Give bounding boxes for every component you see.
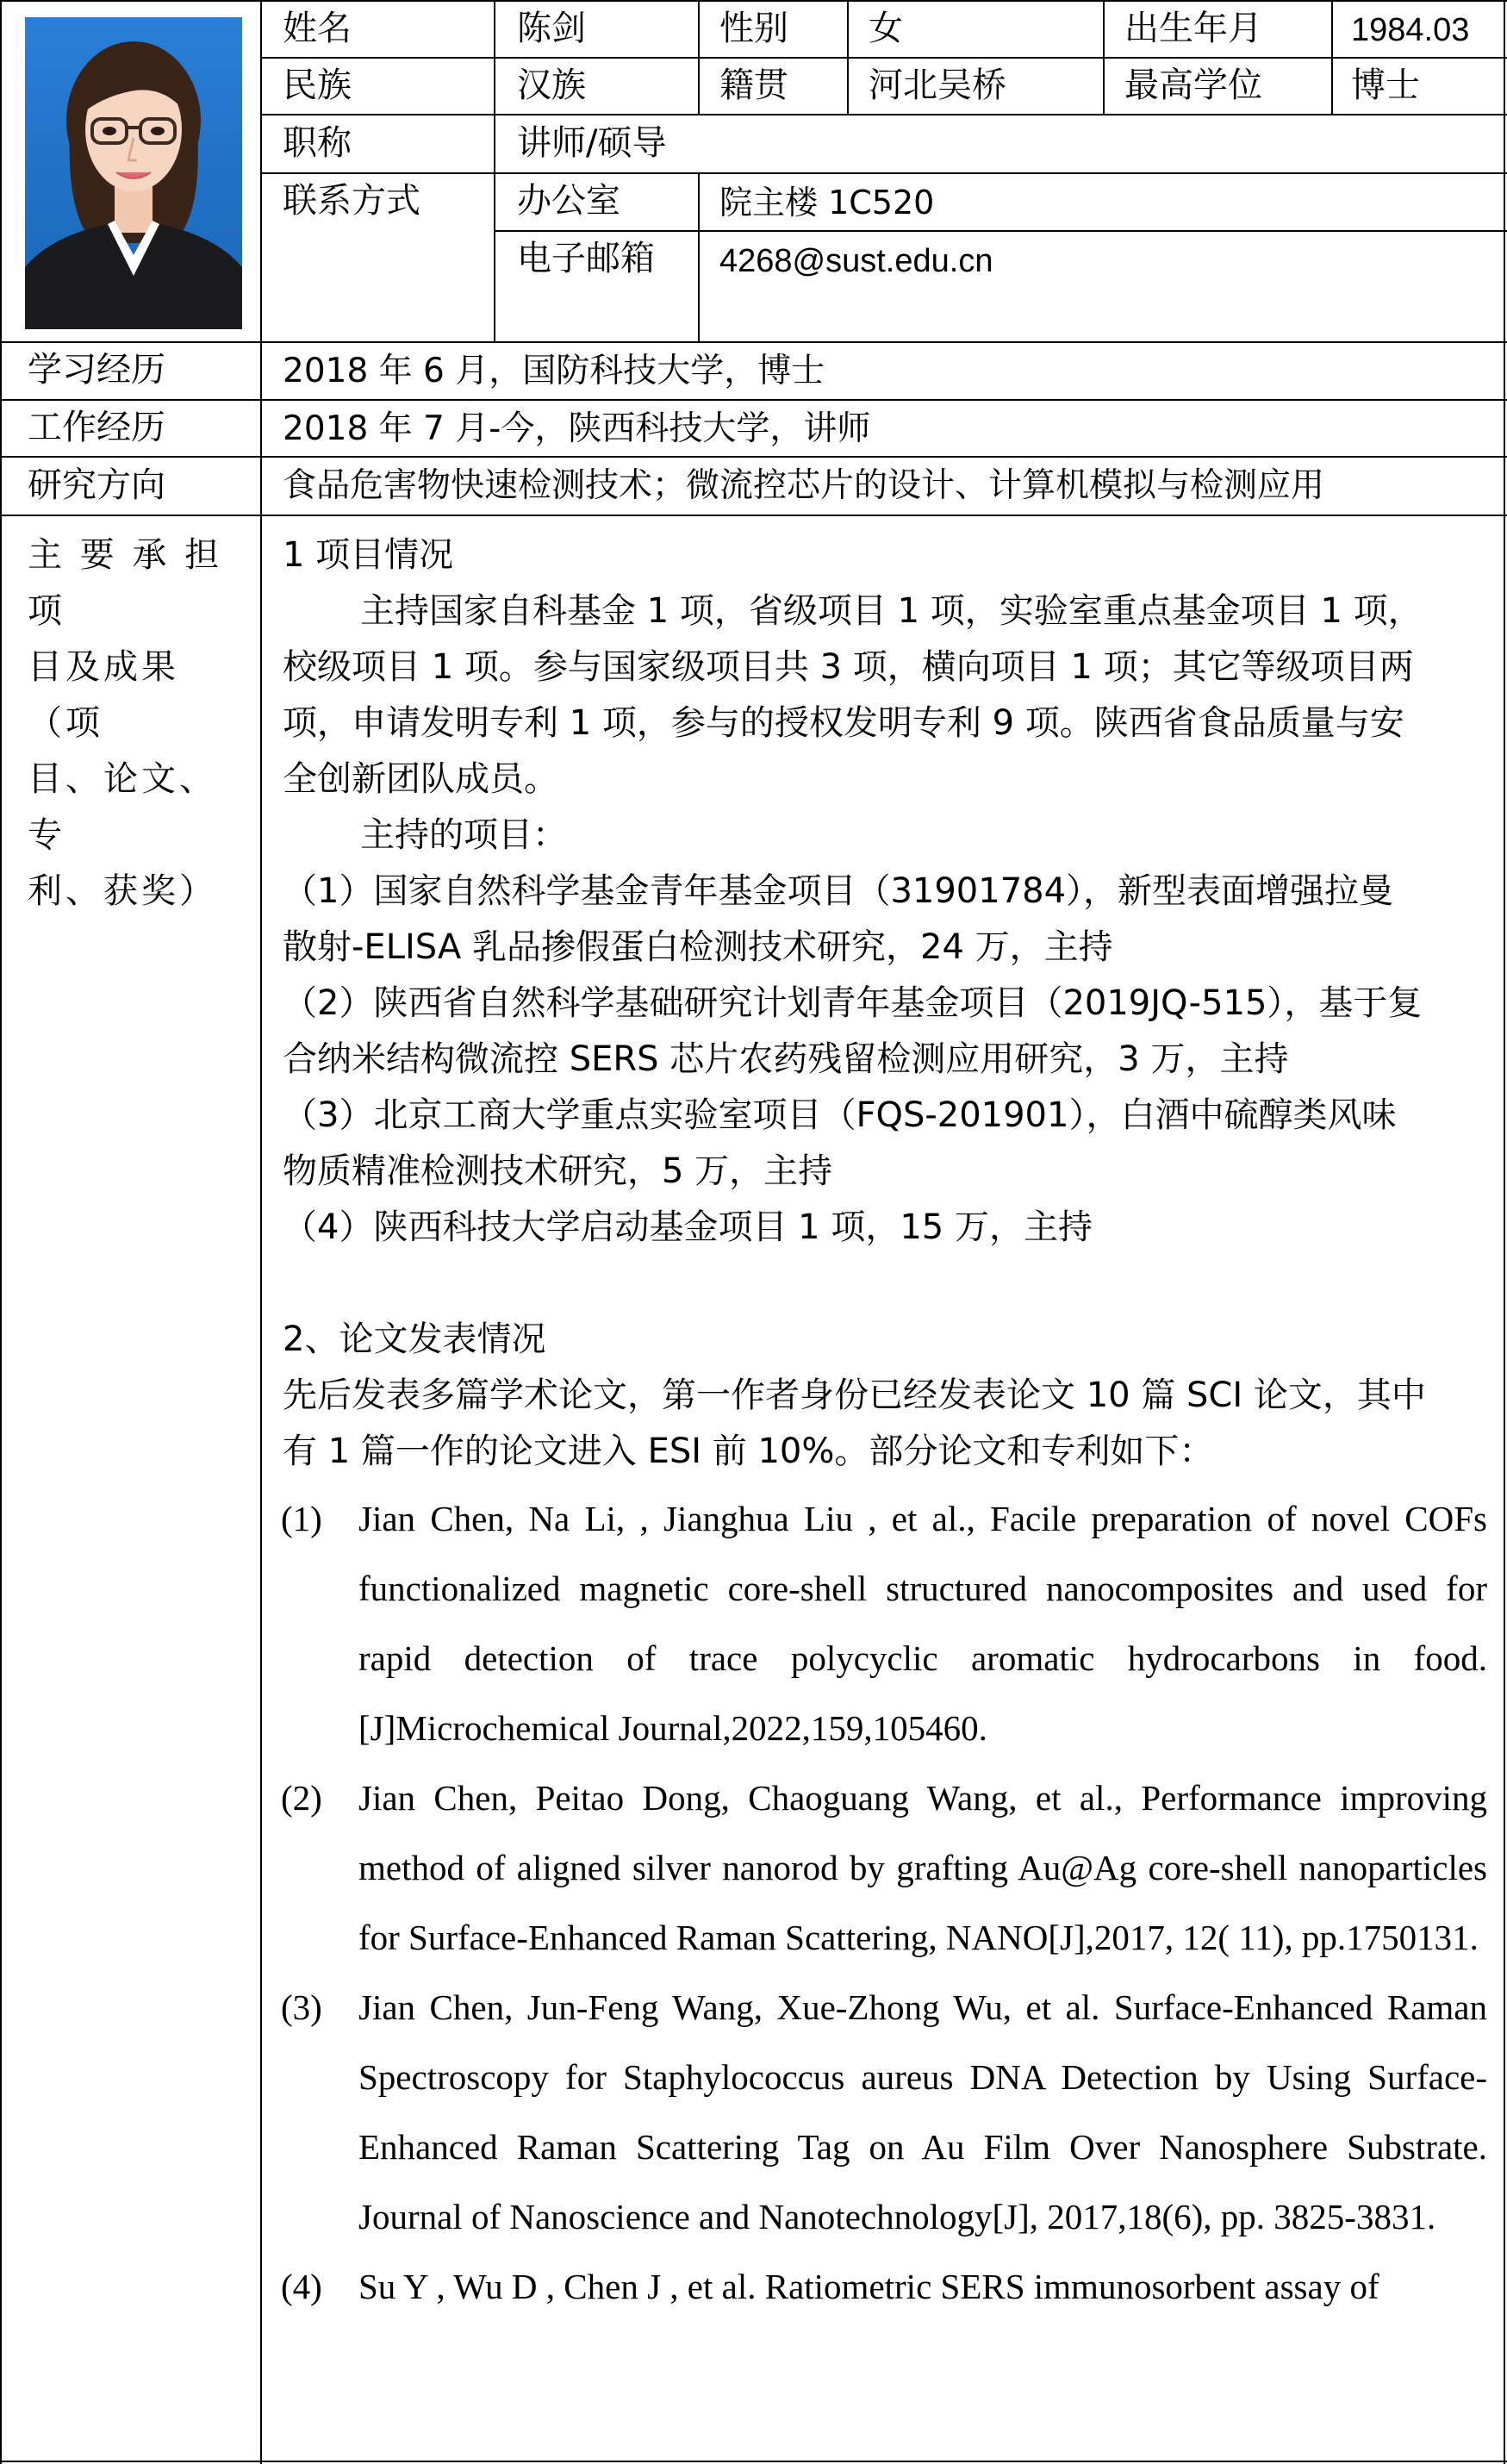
hosted-project-line: （1）国家自然科学基金青年基金项目（31901784），新型表面增强拉曼 [283, 871, 1394, 911]
row-line [260, 114, 1507, 115]
hosted-project-line: （4）陕西科技大学启动基金项目 1 项，15 万，主持 [283, 1207, 1093, 1247]
hosted-project-line: （2）陕西省自然科学基础研究计划青年基金项目（2019JQ-515），基于复 [283, 983, 1423, 1023]
work-label: 工作经历 [28, 408, 165, 447]
col-line [1103, 0, 1105, 114]
achievements-label-line: 主 要 承 担 项 [28, 535, 223, 631]
title-label: 职称 [283, 123, 352, 163]
title-value: 讲师/硕导 [517, 123, 667, 163]
research-label: 研究方向 [28, 465, 165, 505]
reference-text: Jian Chen, Jun-Feng Wang, Xue-Zhong Wu, et al. Surface-Enhanced Raman Spectroscopy for Staphylococcus aureus DNA Detection by Using Surface-Enhanced Raman Scattering Tag on Au Film Over Nanosphere Substrate. Journal of Nanoscience and Nanotechnology[J], 2017,18(6), pp. 3825-3831. [358, 1987, 1487, 2236]
degree-label: 最高学位 [1124, 65, 1262, 105]
row-line [0, 456, 1507, 458]
reference-list [281, 1484, 1487, 2322]
degree-value: 博士 [1351, 65, 1420, 105]
projects-summary-line: 主持国家自科基金 1 项，省级项目 1 项，实验室重点基金项目 1 项， [360, 591, 1423, 631]
portrait-image [25, 17, 242, 329]
hosted-project-line: 散射-ELISA 乳品掺假蛋白检测技术研究，24 万，主持 [283, 927, 1113, 967]
gender-label: 性别 [719, 9, 788, 48]
row-line [0, 341, 1507, 343]
row-line [260, 172, 1507, 174]
native-place-value: 河北吴桥 [869, 65, 1006, 105]
reference-item [281, 1484, 1487, 1763]
col-line [698, 0, 700, 114]
table-border-left [0, 0, 2, 2464]
reference-number: (2) [281, 1778, 322, 1818]
name-label: 姓名 [283, 9, 352, 48]
birth-label: 出生年月 [1124, 9, 1262, 48]
reference-number: (1) [281, 1499, 322, 1538]
reference-item [281, 2252, 1487, 2322]
ethnicity-label: 民族 [283, 65, 352, 105]
education-label: 学习经历 [28, 350, 165, 390]
email-value: 4268@sust.edu.cn [719, 243, 993, 279]
email-label: 电子邮箱 [517, 239, 655, 278]
research-value: 食品危害物快速检测技术；微流控芯片的设计、计算机模拟与检测应用 [283, 466, 1325, 505]
ethnicity-value: 汉族 [517, 65, 586, 105]
column-divider [260, 0, 262, 2464]
projects-summary-line: 校级项目 1 项。参与国家级项目共 3 项，横向项目 1 项；其它等级项目两 [283, 647, 1414, 687]
reference-item [281, 1973, 1487, 2252]
reference-number: (4) [281, 2267, 322, 2306]
education-value: 2018 年 6 月，国防科技大学，博士 [283, 352, 825, 390]
row-line [0, 399, 1507, 401]
reference-item [281, 1763, 1487, 1973]
achievements-label [28, 527, 252, 920]
hosted-project-line: 物质精准检测技术研究，5 万，主持 [283, 1151, 833, 1191]
papers-summary-line: 先后发表多篇学术论文，第一作者身份已经发表论文 10 篇 SCI 论文，其中 [283, 1375, 1426, 1415]
reference-text: Jian Chen, Peitao Dong, Chaoguang Wang, et al., Performance improving method of aligned silver nanorod by grafting Au@Ag core-shell nanoparticles for Surface-Enhanced Raman Scattering, NANO[J],2017, 12( 11), pp.1750131. [358, 1778, 1487, 1957]
reference-number: (3) [281, 1987, 322, 2027]
native-place-label: 籍贯 [719, 65, 788, 105]
contact-label: 联系方式 [283, 181, 420, 221]
gender-value: 女 [869, 9, 903, 48]
col-line [1331, 0, 1333, 114]
table-border-top [0, 0, 1507, 2]
papers-heading: 2、论文发表情况 [283, 1319, 546, 1359]
col-line [494, 0, 495, 341]
achievements-label-line: 目、论文、专 [28, 759, 217, 855]
projects-summary-line: 全创新团队成员。 [283, 759, 558, 799]
hosted-project-line: （3）北京工商大学重点实验室项目（FQS-201901），白酒中硫醇类风味 [283, 1095, 1397, 1135]
col-line [698, 172, 700, 341]
reference-text: Su Y , Wu D , Chen J , et al. Ratiometric SERS immunosorbent assay of [358, 2267, 1379, 2306]
achievements-label-line: 目及成果（项 [28, 647, 179, 743]
row-line [260, 57, 1507, 59]
profile-photo [25, 17, 242, 329]
col-line [847, 0, 849, 114]
office-value: 院主楼 1C520 [719, 184, 935, 221]
projects-summary-line: 项，申请发明专利 1 项，参与的授权发明专利 9 项。陕西省食品质量与安 [283, 703, 1404, 743]
work-value: 2018 年 7 月-今，陕西科技大学，讲师 [283, 409, 871, 448]
achievements-content [283, 527, 1485, 1480]
hosted-projects-heading: 主持的项目： [360, 815, 567, 855]
row-line [494, 230, 1507, 232]
office-label: 办公室 [517, 181, 620, 221]
birth-value: 1984.03 [1351, 12, 1470, 48]
hosted-project-line: 合纳米结构微流控 SERS 芯片农药残留检测应用研究，3 万，主持 [283, 1039, 1289, 1079]
achievements-label-line: 利、获奖） [28, 871, 217, 911]
projects-heading: 1 项目情况 [283, 535, 454, 575]
row-line [0, 515, 1507, 516]
reference-text: Jian Chen, Na Li, , Jianghua Liu , et al., Facile preparation of novel COFs functionalized magnetic core-shell structured nanocomposites and used for rapid detection of trace polycyclic aromatic hydrocarbons in food.[J]Microchemical Journal,2022,159,105460. [358, 1499, 1487, 1748]
name-value: 陈剑 [517, 9, 586, 48]
spacer [283, 1256, 1485, 1312]
table-border-bottom [0, 2461, 1507, 2462]
table-border-right [1504, 0, 1505, 2464]
papers-summary-line: 有 1 篇一作的论文进入 ESI 前 10%。部分论文和专利如下： [283, 1432, 1214, 1471]
